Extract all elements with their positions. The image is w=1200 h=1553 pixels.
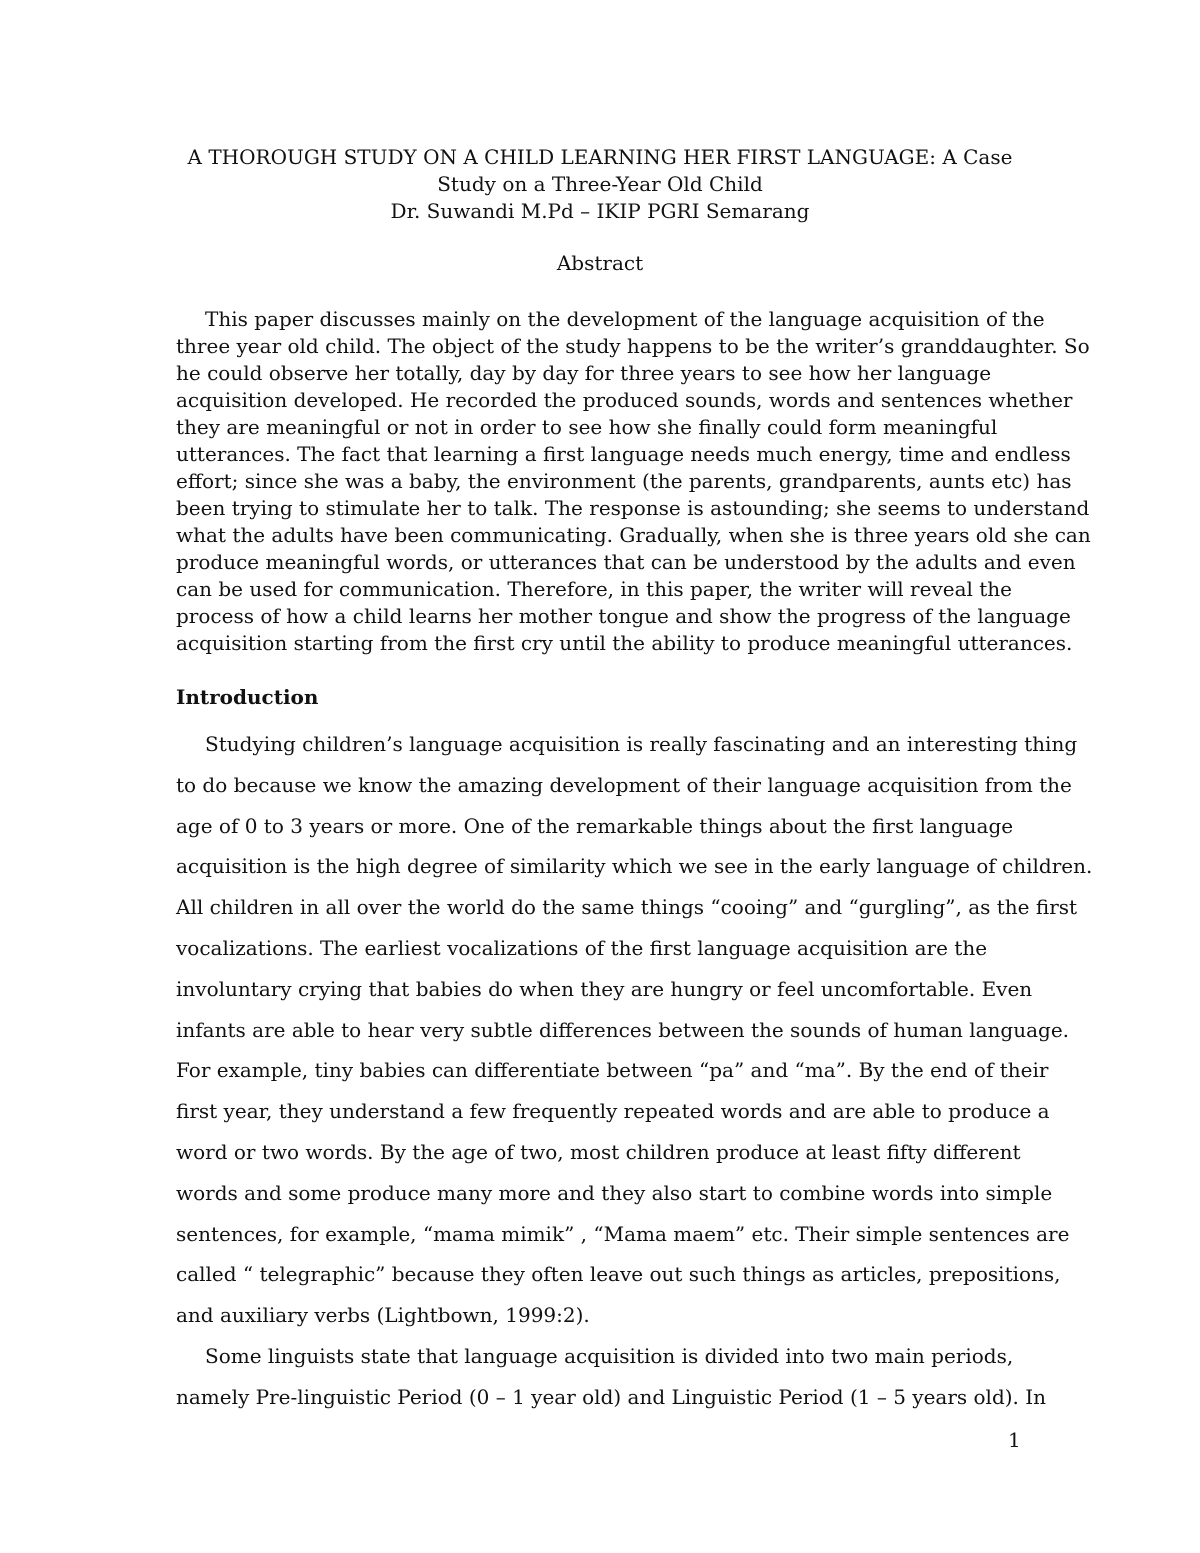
abstract-paragraph — [176, 306, 1091, 657]
abstract-line: effort; since she was a baby, the environment (the parents, grandparents, aunts etc) has — [176, 469, 1072, 493]
intro-line: vocalizations. The earliest vocalizations of the first language acquisition are the — [176, 935, 988, 960]
intro-line: infants are able to hear very subtle differences between the sounds of human language. — [176, 1017, 1070, 1042]
intro-line: called “ telegraphic” because they often leave out such things as articles, prepositions, — [176, 1262, 1061, 1287]
abstract-line: process of how a child learns her mother tongue and show the progress of the language — [176, 604, 1071, 628]
intro-line: words and some produce many more and they also start to combine words into simple — [176, 1180, 1053, 1205]
abstract-line: three year old child. The object of the study happens to be the writer’s granddaughter. So — [176, 334, 1090, 358]
intro-line: For example, tiny babies can differentiate between “pa” and “ma”. By the end of their — [176, 1058, 1049, 1083]
abstract-line: what the adults have been communicating. Gradually, when she is three years old she can — [176, 523, 1091, 547]
abstract-line: been trying to stimulate her to talk. The response is astounding; she seems to understand — [176, 496, 1090, 520]
intro-line: and auxiliary verbs (Lightbown, 1999:2). — [176, 1303, 590, 1328]
abstract-line: he could observe her totally, day by day for three years to see how her language — [176, 361, 992, 385]
abstract-line: acquisition starting from the first cry until the ability to produce meaningful utterances. — [176, 631, 1073, 655]
page-number: 1 — [1008, 1428, 1021, 1452]
author-line: Dr. Suwandi M.Pd – IKIP PGRI Semarang — [390, 199, 810, 223]
intro-line: word or two words. By the age of two, most children produce at least fifty different — [176, 1139, 1021, 1164]
paper-title-block — [160, 144, 1040, 225]
intro-line: namely Pre-linguistic Period (0 – 1 year old) and Linguistic Period (1 – 5 years old). In — [176, 1384, 1047, 1409]
abstract-line: utterances. The fact that learning a first language needs much energy, time and endless — [176, 442, 1071, 466]
intro-line: sentences, for example, “mama mimik” , “Mama maem” etc. Their simple sentences are — [176, 1221, 1070, 1246]
intro-line: age of 0 to 3 years or more. One of the remarkable things about the first language — [176, 813, 1014, 838]
intro-line: Studying children’s language acquisition is really fascinating and an interesting thing — [205, 732, 1078, 756]
title-line-2: Study on a Three-Year Old Child — [437, 172, 763, 196]
abstract-heading: Abstract — [556, 251, 644, 275]
intro-line: acquisition is the high degree of similarity which we see in the early language of children. — [176, 854, 1093, 879]
abstract-line: This paper discusses mainly on the development of the language acquisition of the — [205, 307, 1045, 331]
intro-line: Some linguists state that language acquisition is divided into two main periods, — [205, 1343, 1014, 1368]
abstract-line: can be used for communication. Therefore, in this paper, the writer will reveal the — [176, 577, 1013, 601]
abstract-line: produce meaningful words, or utterances that can be understood by the adults and even — [176, 550, 1076, 574]
introduction-body — [176, 724, 1093, 1418]
introduction-heading: Introduction — [176, 685, 319, 709]
abstract-line: they are meaningful or not in order to see how she finally could form meaningful — [176, 415, 998, 439]
abstract-line: acquisition developed. He recorded the produced sounds, words and sentences whether — [176, 388, 1073, 412]
title-line-1: A THOROUGH STUDY ON A CHILD LEARNING HER FIRST LANGUAGE: A Case — [187, 145, 1013, 169]
intro-line: All children in all over the world do the same things “cooing” and “gurgling”, as the first — [176, 895, 1078, 920]
intro-line: to do because we know the amazing development of their language acquisition from the — [176, 772, 1072, 797]
intro-line: first year, they understand a few frequently repeated words and are able to produce a — [176, 1099, 1050, 1124]
intro-line: involuntary crying that babies do when they are hungry or feel uncomfortable. Even — [176, 976, 1033, 1001]
